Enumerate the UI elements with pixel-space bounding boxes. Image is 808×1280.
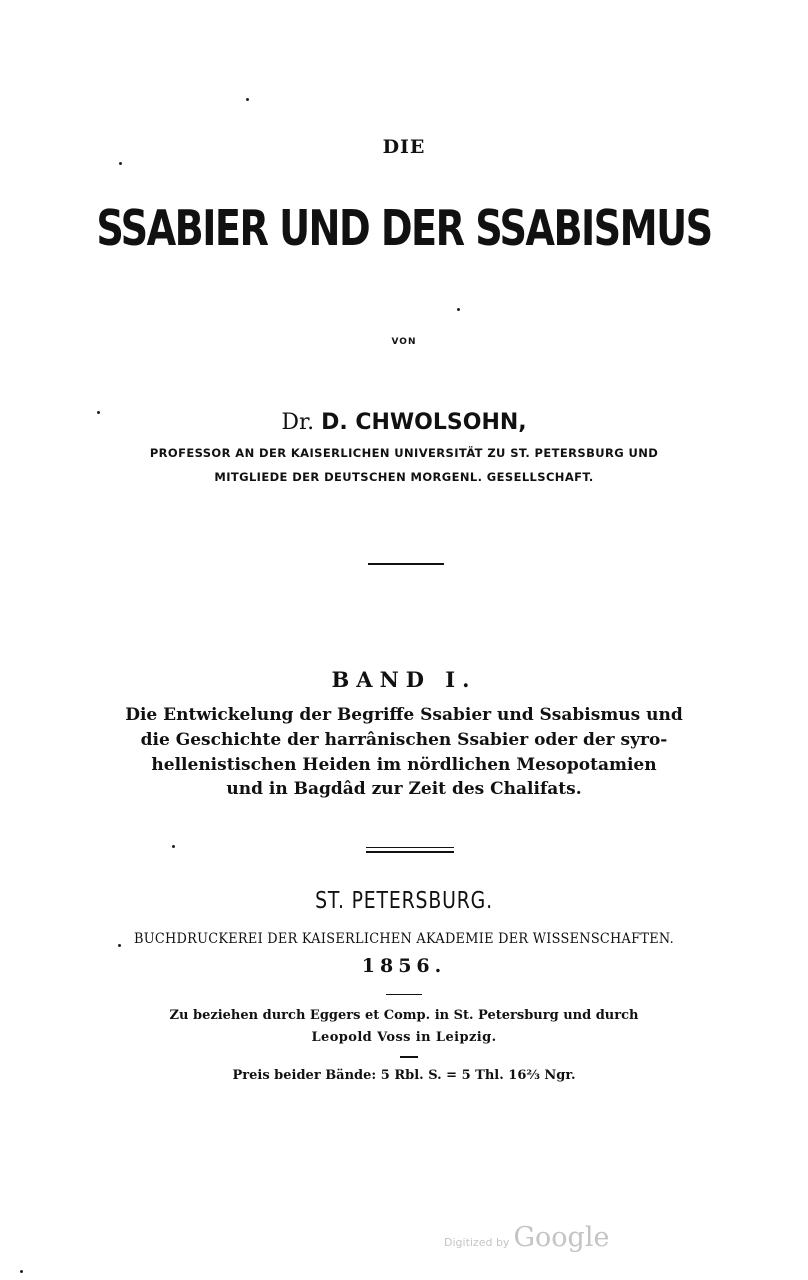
price-line: Preis beider Bände: 5 Rbl. S. = 5 Thl. 16⅔ Ngr. [232, 1068, 576, 1083]
scan-speck [246, 98, 249, 101]
divider-rule [368, 563, 444, 565]
description-line: hellenistischen Heiden im nördlichen Mesopotamien [151, 755, 657, 775]
distribution-line-1: Zu beziehen durch Eggers et Comp. in St. Petersburg und durch [169, 1008, 639, 1023]
volume-heading: BAND I. [331, 667, 477, 692]
author-name: D. CHWOLSOHN, [321, 410, 527, 435]
double-rule-top [366, 847, 454, 848]
author-prefix: Dr. [281, 410, 315, 435]
affiliation-line-1: PROFESSOR AN DER KAISERLICHEN UNIVERSITÄT ZU ST. PETERSBURG UND [149, 446, 659, 460]
double-rule-bottom [366, 851, 454, 853]
pretitle: DIE [382, 136, 426, 158]
short-rule [386, 994, 422, 995]
description-line: Die Entwickelung der Begriffe Ssabier und Ssabismus und [125, 705, 683, 725]
watermark-prefix: Digitized by [444, 1236, 510, 1249]
imprint-city: ST. PETERSBURG. [315, 888, 493, 914]
description-line: die Geschichte der harrânischen Ssabier oder der syro- [140, 730, 668, 750]
book-title: SSABIER UND DER SSABISMUS [96, 200, 712, 257]
short-rule [400, 1056, 418, 1058]
scan-speck [172, 845, 175, 848]
scan-speck [457, 308, 460, 311]
by-line: VON [391, 337, 417, 347]
affiliation-line-2: MITGLIEDE DER DEUTSCHEN MORGENL. GESELLSCHAFT. [214, 470, 594, 484]
google-logo: Google [513, 1222, 610, 1253]
description-line: und in Bagdâd zur Zeit des Chalifats. [226, 779, 582, 799]
imprint-year: 1856. [361, 955, 447, 977]
imprint-printer: BUCHDRUCKEREI DER KAISERLICHEN AKADEMIE DER WISSENSCHAFTEN. [133, 931, 674, 947]
scan-speck [119, 162, 122, 165]
distribution-line-2: Leopold Voss in Leipzig. [311, 1030, 497, 1045]
author [0, 410, 808, 435]
scan-speck [20, 1270, 23, 1273]
digitized-watermark [444, 1222, 609, 1253]
